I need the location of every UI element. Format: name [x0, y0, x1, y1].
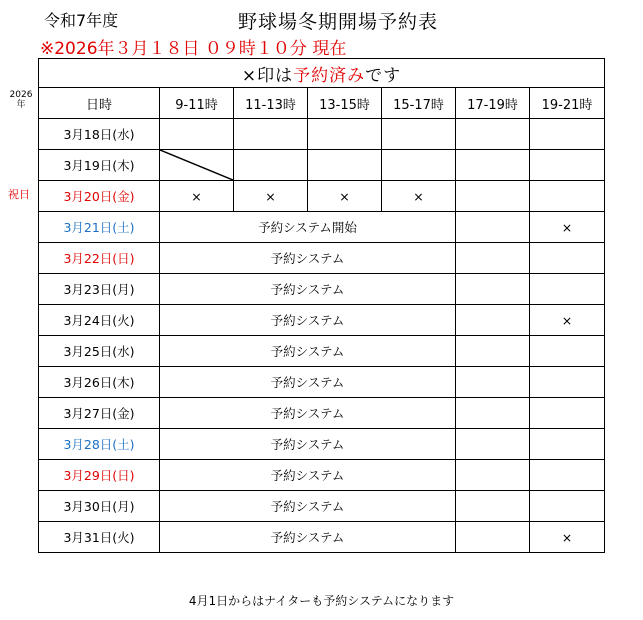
- slot-cell: [530, 274, 605, 305]
- slot-cell: [456, 522, 530, 553]
- row-date: 3月29日(日): [39, 460, 160, 491]
- reserved-mark-icon: ×: [308, 181, 382, 212]
- table-row: [39, 150, 605, 181]
- footer-note: 4月1日からはナイターも予約システムになります: [188, 594, 455, 608]
- slot-cell: [234, 119, 308, 150]
- reserved-mark-icon: ×: [382, 181, 456, 212]
- slot-cell: [160, 119, 234, 150]
- row-date: 3月30日(月): [39, 491, 160, 522]
- slot-cell: [530, 119, 605, 150]
- slot-cell-closed: [160, 150, 234, 181]
- table-row: [39, 336, 605, 367]
- slot-cell: [530, 460, 605, 491]
- reservation-system-cell: 予約システム: [160, 243, 456, 274]
- reserved-mark-icon: ×: [241, 65, 258, 86]
- reserved-mark-icon: ×: [160, 181, 234, 212]
- reservation-system-cell: 予約システム: [160, 274, 456, 305]
- slot-cell: [530, 398, 605, 429]
- slot-cell: [234, 150, 308, 181]
- table-row: [39, 181, 605, 212]
- slot-cell: [456, 243, 530, 274]
- table-row: [39, 243, 605, 274]
- column-header-slot: 11-13時: [234, 88, 308, 119]
- reservation-system-cell: 予約システム: [160, 429, 456, 460]
- column-header-slot: 17-19時: [456, 88, 530, 119]
- slot-cell: [530, 429, 605, 460]
- row-date: 3月20日(金): [39, 181, 160, 212]
- slot-cell: [308, 150, 382, 181]
- holiday-label: 祝日: [8, 188, 30, 201]
- row-date: 3月18日(水): [39, 119, 160, 150]
- table-row: [39, 212, 605, 243]
- row-date: 3月31日(火): [39, 522, 160, 553]
- slot-cell: [456, 491, 530, 522]
- slot-cell: [456, 336, 530, 367]
- slot-cell: [382, 150, 456, 181]
- reserved-mark-icon: ×: [234, 181, 308, 212]
- reservation-system-cell: 予約システム: [160, 336, 456, 367]
- slot-cell: [456, 398, 530, 429]
- reservation-system-cell: 予約システム: [160, 522, 456, 553]
- diagonal-slash-icon: [160, 150, 233, 180]
- row-date: 3月27日(金): [39, 398, 160, 429]
- column-header-slot: 9-11時: [160, 88, 234, 119]
- slot-cell: [456, 150, 530, 181]
- slot-cell: [456, 181, 530, 212]
- slot-cell: [530, 150, 605, 181]
- reserved-mark-icon: ×: [530, 305, 605, 336]
- reserved-mark-icon: ×: [530, 212, 605, 243]
- legend-row: [39, 59, 605, 88]
- year-label: [6, 90, 36, 110]
- as-of-timestamp: ※2026年３月１８日 ０９時１０分 現在: [40, 39, 347, 59]
- header-row: [39, 88, 605, 119]
- column-header-slot: 19-21時: [530, 88, 605, 119]
- table-row: [39, 460, 605, 491]
- row-date: 3月24日(火): [39, 305, 160, 336]
- legend-cell: [39, 59, 605, 88]
- reservation-table: [38, 58, 605, 553]
- table-row: [39, 367, 605, 398]
- reservation-system-cell: 予約システム: [160, 367, 456, 398]
- slot-cell: [456, 119, 530, 150]
- slot-cell: [530, 367, 605, 398]
- slot-cell: [530, 243, 605, 274]
- slot-cell: [456, 274, 530, 305]
- year-suffix: 年: [16, 100, 26, 110]
- column-header-slot: 13-15時: [308, 88, 382, 119]
- slot-cell: [530, 336, 605, 367]
- row-date: 3月25日(水): [39, 336, 160, 367]
- table-row: [39, 398, 605, 429]
- page-title: 野球場冬期開場予約表: [238, 11, 439, 33]
- slot-cell: [456, 305, 530, 336]
- table-row: [39, 491, 605, 522]
- reservation-system-cell: 予約システム: [160, 460, 456, 491]
- table-row: [39, 522, 605, 553]
- reservation-system-cell: 予約システム: [160, 491, 456, 522]
- slot-cell: [456, 367, 530, 398]
- table-row: [39, 429, 605, 460]
- row-date: 3月23日(月): [39, 274, 160, 305]
- column-header-slot: 15-17時: [382, 88, 456, 119]
- slot-cell: [456, 429, 530, 460]
- slot-cell: [456, 460, 530, 491]
- row-date: 3月19日(木): [39, 150, 160, 181]
- legend-text-reserved: 予約済み: [293, 65, 366, 86]
- row-date: 3月22日(日): [39, 243, 160, 274]
- row-date: 3月26日(木): [39, 367, 160, 398]
- reservation-system-cell: 予約システム: [160, 305, 456, 336]
- slot-cell: [382, 119, 456, 150]
- reservation-system-cell: 予約システム開始: [160, 212, 456, 243]
- slot-cell: [456, 212, 530, 243]
- slot-cell: [308, 119, 382, 150]
- reservation-system-cell: 予約システム: [160, 398, 456, 429]
- slot-cell: [530, 181, 605, 212]
- slot-cell: [530, 491, 605, 522]
- row-date: 3月28日(土): [39, 429, 160, 460]
- table-row: [39, 305, 605, 336]
- year-number: 2026: [9, 90, 33, 100]
- reserved-mark-icon: ×: [530, 522, 605, 553]
- column-header-date: 日時: [39, 88, 160, 119]
- table-row: [39, 274, 605, 305]
- legend-text-3: です: [365, 65, 402, 86]
- legend-text-1: 印は: [257, 65, 294, 86]
- row-date: 3月21日(土): [39, 212, 160, 243]
- table-row: [39, 119, 605, 150]
- fiscal-year-label: 令和7年度: [44, 11, 119, 30]
